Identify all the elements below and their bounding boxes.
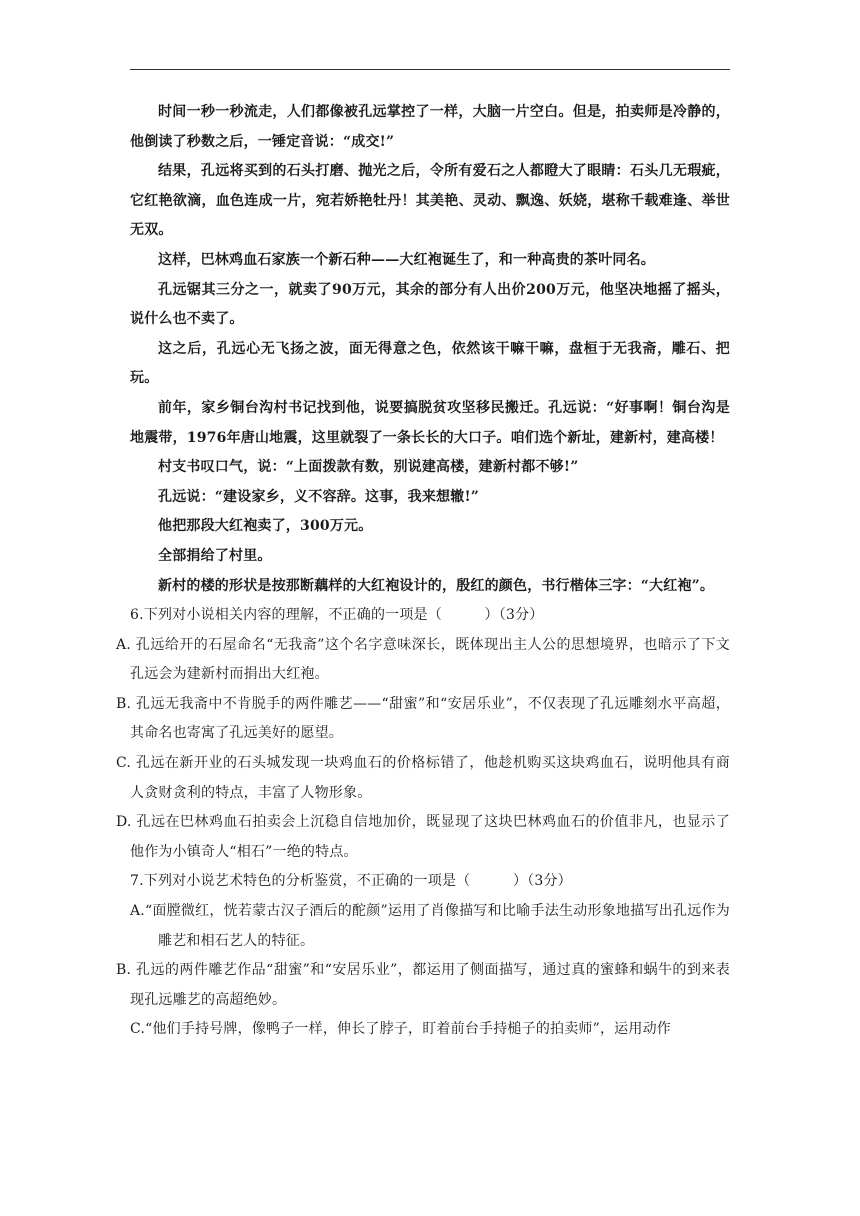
story-paragraph: 这样，巴林鸡血石家族一个新石种——大红袍诞生了，和一种高贵的茶叶同名。 (158, 251, 655, 268)
story-paragraph: 全部捐给了村里。 (158, 547, 272, 564)
header-rule (130, 69, 730, 70)
question-6-option-a: A. 孔远给开的石屋命名“无我斋”这个名字意味深长，既体现出主人公的思想境界，也暗示了下文孔远会为建新村而捐出大红袍。 (116, 636, 730, 683)
question-6-option-b: B. 孔远无我斋中不肯脱手的两件雕艺——“甜蜜”和“安居乐业”，不仅表现了孔远雕刻水平高超，其命名也寄寓了孔远美好的愿望。 (116, 695, 730, 742)
question-7-option-a: A.“面膛微红，恍若蒙古汉子酒后的酡颜”运用了肖像描写和比喻手法生动形象地描写出孔远作为雕艺和相石艺人的特征。 (130, 903, 730, 949)
question-7-stem: 7.下列对小说艺术特色的分析鉴赏，不正确的一项是（ ）（3分） (130, 873, 572, 890)
story-paragraph: 新村的楼的形状是按那断藕样的大红袍设计的，殷红的颜色，书行楷体三字：“大红袍”。 (158, 577, 715, 594)
question-7-option-c: C.“他们手持号牌，像鸭子一样，伸长了脖子，盯着前台手持槌子的拍卖师”，运用动作 (130, 1021, 671, 1038)
story-paragraph: 他把那段大红袍卖了，300万元。 (158, 518, 373, 535)
story-paragraph: 村支书叹口气，说：“上面拨款有数，别说建高楼，建新村都不够!” (158, 459, 579, 476)
story-paragraph: 孔远说：“建设家乡，义不容辞。这事，我来想辙!” (158, 488, 480, 505)
story-paragraph: 这之后，孔远心无飞扬之波，面无得意之色，依然该干嘛干嘛，盘桓于无我斋，雕石、把玩。 (130, 340, 730, 387)
question-7-option-b: B. 孔远的两件雕艺作品“甜蜜”和“安居乐业”，都运用了侧面描写，通过真的蜜蜂和蜗牛的到来表现孔远雕艺的高超绝妙。 (116, 962, 730, 1008)
question-6-stem: 6.下列对小说相关内容的理解，不正确的一项是（ ）（3分） (130, 607, 544, 624)
exam-page-content (116, 98, 730, 1045)
question-6-option-d: D. 孔远在巴林鸡血石拍卖会上沉稳自信地加价，既显现了这块巴林鸡血石的价值非凡，也显示了他作为小镇奇人“相石”一绝的特点。 (116, 814, 730, 860)
story-paragraph: 时间一秒一秒流走，人们都像被孔远掌控了一样，大脑一片空白。但是，拍卖师是冷静的，他倒读了秒数之后，一锤定音说：“成交!” (130, 104, 730, 150)
story-paragraph: 前年，家乡铜台沟村书记找到他，说要搞脱贫攻坚移民搬迁。孔远说：“好事啊！铜台沟是地震带，1976年唐山地震，这里就裂了一条长长的大口子。咱们选个新址，建新村，建高楼！ (130, 399, 730, 446)
question-6-option-c: C. 孔远在新开业的石头城发现一块鸡血石的价格标错了，他趁机购买这块鸡血石，说明他具有商人贪财贪利的特点，丰富了人物形象。 (116, 755, 730, 801)
story-paragraph: 结果，孔远将买到的石头打磨、抛光之后，令所有爱石之人都瞪大了眼睛：石头几无瑕疵，它红艳欲滴，血色连成一片，宛若娇艳牡丹！其美艳、灵动、飘逸、妖娆，堪称千载难逢、举世无双。 (130, 163, 730, 239)
story-paragraph: 孔远锯其三分之一，就卖了90万元，其余的部分有人出价200万元，他坚决地摇了摇头，说什么也不卖了。 (130, 281, 730, 328)
